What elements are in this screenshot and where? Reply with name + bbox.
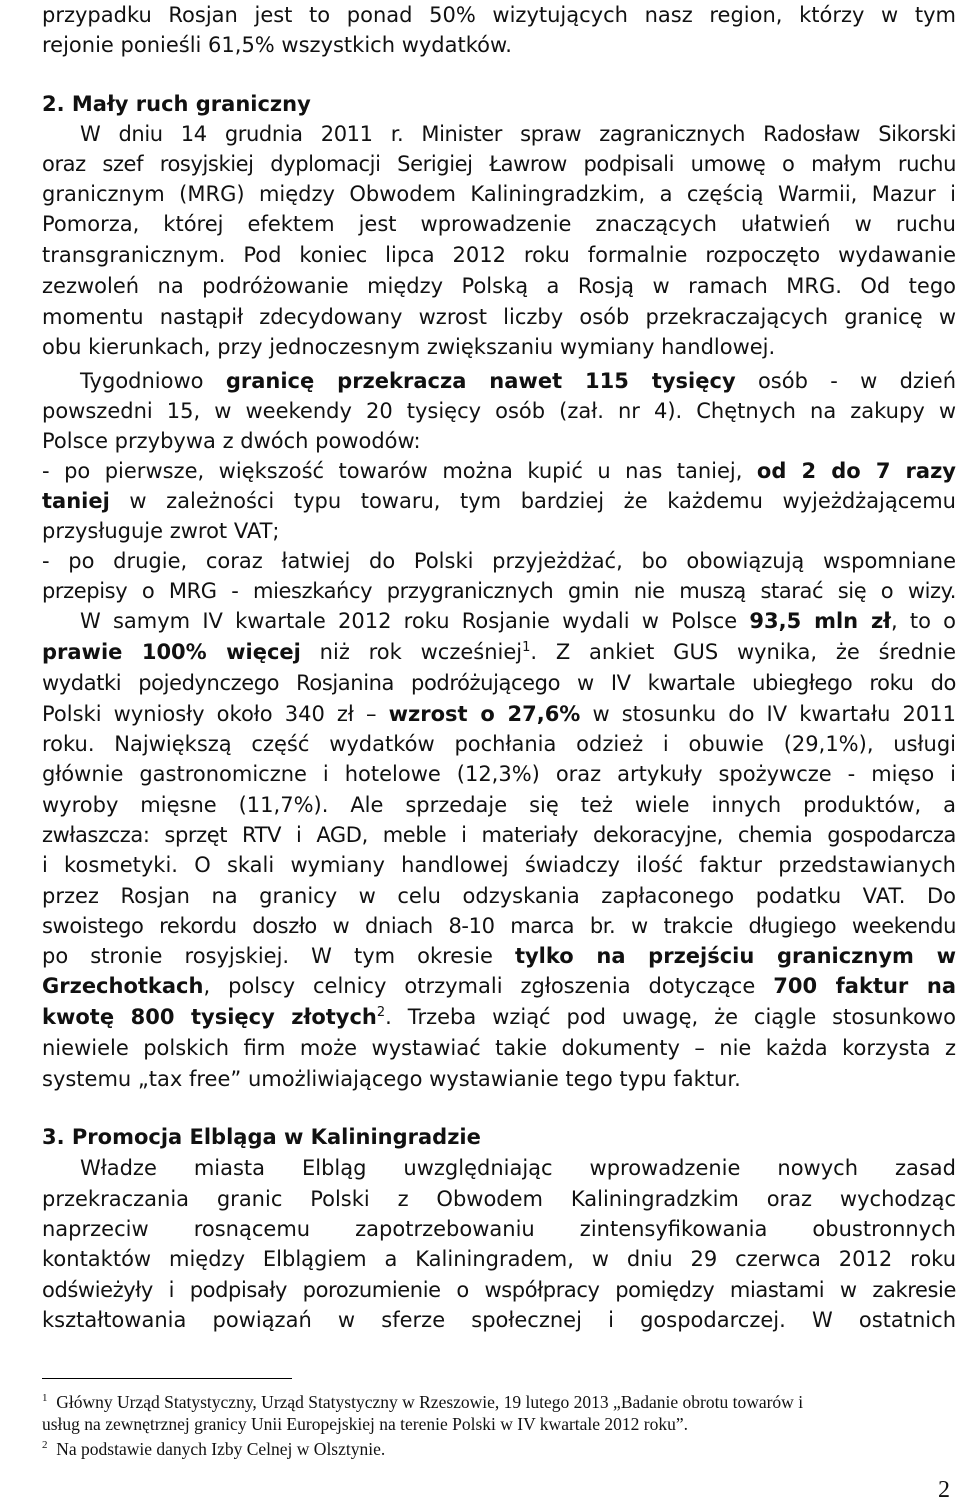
footnote-number: 2	[42, 1439, 48, 1451]
body-line: Polsce przybywa z dwóch powodów:	[42, 429, 421, 453]
body-line: transgranicznym. Pod koniec lipca 2012 roku formalnie rozpoczęto wydawanie	[42, 243, 956, 267]
text-run: Polski wyniosły około 340 zł –	[42, 702, 389, 726]
text-run: osób - w dzień	[735, 369, 957, 393]
body-line: przepisy o MRG - mieszkańcy przygranicznych gmin nie muszą starać się o wizy.	[42, 579, 956, 603]
text-run: po stronie rosyjskiej. W tym okresie	[42, 944, 515, 968]
footnote-ref: 1	[522, 640, 531, 655]
bold-text: taniej	[42, 489, 110, 513]
footnote-ref: 2	[376, 1005, 386, 1020]
body-line: wydatki pojedynczego Rosjanina podróżującego w IV kwartale ubiegłego roku do	[42, 671, 956, 695]
text-run: . Z ankiet GUS wynika, że średnie	[530, 640, 956, 664]
footnote-divider	[42, 1378, 292, 1379]
body-line	[80, 366, 956, 396]
body-line: systemu „tax free” umożliwiającego wystawianie tego typu faktur.	[42, 1067, 741, 1091]
bold-text: 93,5 mln zł	[749, 609, 891, 633]
body-line	[42, 971, 956, 1001]
body-line: wyroby mięsne (11,7%). Ale sprzedaje się też wiele innych produktów, a	[42, 793, 956, 817]
body-line: przez Rosjan na granicy w celu odzyskania zapłaconego podatku VAT. Do	[42, 884, 956, 908]
bold-text: tylko na przejściu granicznym w	[514, 944, 956, 968]
body-line: przypadku Rosjan jest to ponad 50% wizytujących nasz region, którzy w tym	[42, 3, 956, 27]
body-line: zezwoleń na podróżowanie między Polską a Rosją w ramach MRG. Od tego	[42, 274, 956, 298]
footnote-text: Główny Urząd Statystyczny, Urząd Statystyczny w Rzeszowie, 19 lutego 2013 „Badanie obrotu towarów i	[56, 1392, 804, 1412]
body-line: zwłaszcza: sprzęt RTV i AGD, meble i materiały dekoracyjne, chemia gospodarcza	[42, 823, 956, 847]
bold-text: kwotę 800 tysięcy złotych	[42, 1005, 377, 1029]
text-run: , polscy celnicy otrzymali zgłoszenia dotyczące	[203, 974, 774, 998]
bold-text: 700 faktur na	[773, 974, 957, 998]
bold-text: Grzechotkach	[42, 974, 204, 998]
body-line	[42, 456, 956, 486]
bold-text: od 2 do 7 razy	[756, 459, 956, 483]
body-line: kontaktów między Elblągiem a Kaliningradem, w dniu 29 czerwca 2012 roku	[42, 1247, 956, 1271]
body-line	[42, 1002, 956, 1032]
body-line: granicznym (MRG) między Obwodem Kaliningradzkim, a częścią Warmii, Mazur i	[42, 182, 956, 206]
body-line: W dniu 14 grudnia 2011 r. Minister spraw zagranicznych Radosław Sikorski	[80, 122, 956, 146]
body-line	[42, 637, 956, 667]
body-line: - po drugie, coraz łatwiej do Polski przyjeżdżać, bo obowiązują wspomniane	[42, 549, 956, 573]
footnote	[42, 1438, 956, 1460]
footnote	[42, 1391, 956, 1413]
body-line: momentu nastąpił zdecydowany wzrost liczby osób przekraczających granicę w	[42, 305, 956, 329]
body-line	[80, 606, 956, 636]
body-line: przysługuje zwrot VAT;	[42, 519, 280, 543]
text-run: w stosunku do IV kwartału 2011	[580, 702, 956, 726]
body-line	[42, 699, 956, 729]
text-run: w zależności typu towaru, tym bardziej że każdemu wyjeżdżającemu	[109, 489, 956, 513]
text-run: niż rok wcześniej	[300, 640, 523, 664]
text-run: . Trzeba wziąć pod uwagę, że ciągle stosunkowo	[385, 1005, 957, 1029]
text-run: Tygodniowo	[80, 369, 226, 393]
bold-text: wzrost o 27,6%	[388, 702, 581, 726]
body-line: naprzeciw rosnącemu zapotrzebowaniu zintensyfikowania obustronnych	[42, 1217, 956, 1241]
body-line: głównie gastronomiczne i hotelowe (12,3%) oraz artykuły spożywcze - mięso i	[42, 762, 956, 786]
body-line: obu kierunkach, przy jednoczesnym zwiększaniu wymiany handlowej.	[42, 335, 776, 359]
footnote: usług na zewnętrznej granicy Unii Europejskiej na terenie Polski w IV kwartale 2012 roku”.	[42, 1414, 689, 1434]
footnote-text: Na podstawie danych Izby Celnej w Olsztynie.	[56, 1439, 386, 1459]
section-heading: 2. Mały ruch graniczny	[42, 92, 311, 116]
body-line: oraz szef rosyjskiej dyplomacji Serigiej Ławrow podpisali umowę o małym ruchu	[42, 152, 956, 176]
page-number: 2	[938, 1477, 950, 1503]
body-line: i kosmetyki. O skali wymiany handlowej świadczy ilość faktur przedstawianych	[42, 853, 956, 877]
section-heading: 3. Promocja Elbląga w Kaliningradzie	[42, 1125, 481, 1149]
body-line: swoistego rekordu doszło w dniach 8-10 marca br. w trakcie długiego weekendu	[42, 914, 956, 938]
body-line: przekraczania granic Polski z Obwodem Kaliningradzkim oraz wychodząc	[42, 1187, 956, 1211]
body-line: roku. Największą część wydatków pochłania odzież i obuwie (29,1%), usługi	[42, 732, 956, 756]
body-line	[42, 486, 956, 516]
body-line: rejonie ponieśli 61,5% wszystkich wydatków.	[42, 33, 512, 57]
body-line: Pomorza, której efektem jest wprowadzenie znaczących ułatwień w ruchu	[42, 212, 956, 236]
footnote-number: 1	[42, 1392, 48, 1404]
body-line: powszedni 15, w weekendy 20 tysięcy osób (zał. nr 4). Chętnych na zakupy w	[42, 399, 956, 423]
body-line: odświeżyły i podpisały porozumienie o współpracy pomiędzy miastami w zakresie	[42, 1278, 956, 1302]
body-line: Władze miasta Elbląg uwzględniając wprowadzenie nowych zasad	[80, 1156, 956, 1180]
body-line: niewiele polskich firm może wystawiać takie dokumenty – nie każda korzysta z	[42, 1036, 956, 1060]
text-run: - po pierwsze, większość towarów można kupić u nas taniej,	[42, 459, 757, 483]
text-run: , to o	[890, 609, 956, 633]
bold-text: prawie 100% więcej	[42, 640, 301, 664]
bold-text: granicę przekracza nawet 115 tysięcy	[225, 369, 736, 393]
body-line	[42, 941, 956, 971]
text-run: W samym IV kwartale 2012 roku Rosjanie wydali w Polsce	[80, 609, 750, 633]
body-line: kształtowania powiązań w sferze społecznej i gospodarczej. W ostatnich	[42, 1308, 956, 1332]
